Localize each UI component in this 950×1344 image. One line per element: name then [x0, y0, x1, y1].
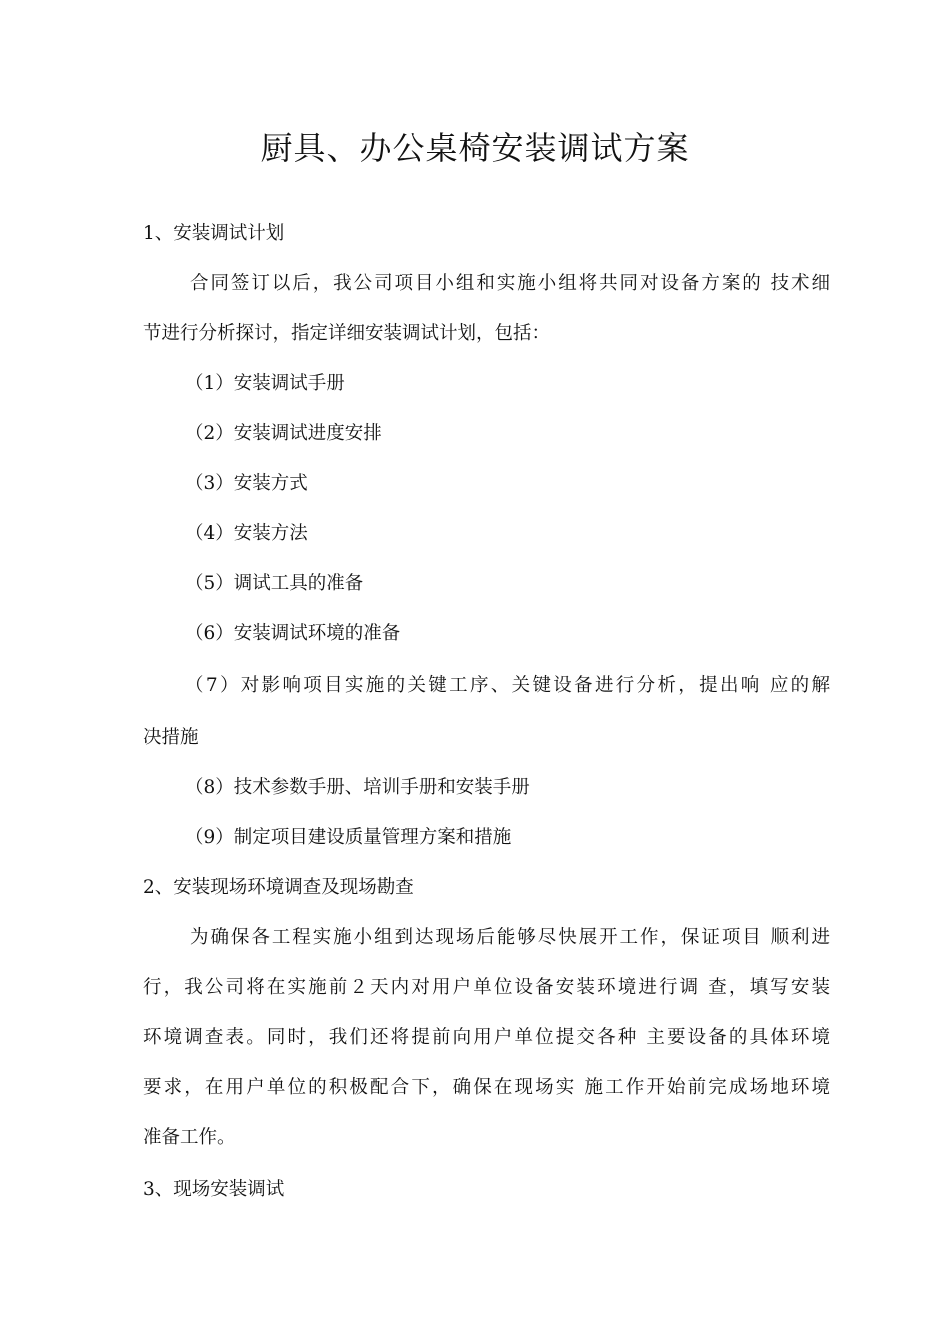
paragraph-line: 为确保各工程实施小组到达现场后能够尽快展开工作，保证项目 顺利进	[190, 927, 830, 948]
paragraph-line: 合同签订以后，我公司项目小组和实施小组将共同对设备方案的 技术细	[190, 273, 830, 294]
paragraph-line: 准备工作。	[143, 1127, 236, 1148]
paragraph-line: 环境调查表。同时，我们还将提前向用户单位提交各种 主要设备的具体环境	[143, 1027, 830, 1048]
section-heading: 3、现场安装调试	[143, 1179, 285, 1200]
list-item: （9）制定项目建设质量管理方案和措施	[185, 827, 512, 848]
list-item: （2）安装调试进度安排	[185, 423, 382, 444]
list-item: （3）安装方式	[185, 473, 308, 494]
list-item: （5）调试工具的准备	[185, 573, 364, 594]
list-item: （8）技术参数手册、培训手册和安装手册	[185, 777, 530, 798]
section-heading: 2、安装现场环境调查及现场勘查	[143, 877, 414, 898]
list-item: （7）对影响项目实施的关键工序、关键设备进行分析，提出响 应的解	[185, 675, 830, 696]
list-item-continuation: 决措施	[143, 727, 199, 748]
paragraph-line: 节进行分析探讨，指定详细安装调试计划，包括：	[143, 323, 551, 344]
list-item: （4）安装方法	[185, 523, 308, 544]
document-title: 厨具、办公桌椅安装调试方案	[260, 129, 690, 167]
list-item: （6）安装调试环境的准备	[185, 623, 401, 644]
section-heading: 1、安装调试计划	[143, 223, 285, 244]
paragraph-line: 行，我公司将在实施前２天内对用户单位设备安装环境进行调 查，填写安装	[143, 977, 830, 998]
paragraph-line: 要求，在用户单位的积极配合下，确保在现场实 施工作开始前完成场地环境	[143, 1077, 830, 1098]
list-item: （1）安装调试手册	[185, 373, 345, 394]
